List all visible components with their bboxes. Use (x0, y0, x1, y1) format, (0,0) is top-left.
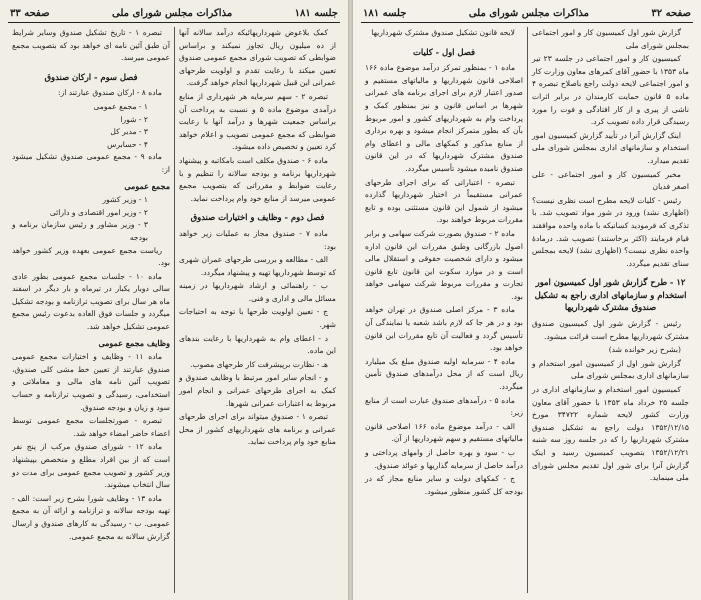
paragraph: الف - مطالعه و بررسی طرحهای عمران شهری که توسط شهرداریها تهیه و پیشنهاد میگردد. (179, 255, 336, 277)
paragraph: ماده ۳ - مرکز اصلی صندوق در تهران خواهد بود و در هر جا که لازم باشد شعبه یا نمایندگی آن تأسیس گردد و فعالیت آن تابع مقررات این قانون خواهد بود. (365, 305, 523, 353)
paragraph: تبصره ۱ - تاریخ تشکیل صندوق وسایر شرایط آن طبق آئین نامه ای خواهد بود که بتصویب مجمع عمومی میرسد. (12, 28, 170, 63)
paragraph: تبصره ۲ - سهم سرمایه هر شهرداری از منابع درآمدی موضوع ماده ۵ و نسبت به پرداخت آن براساس جمعیت شهرها و درآمد آنها با رعایت ضوابطی که مجمع عمومی تصویب و اعلام خواهد کرد تعیین و تخصیص داده میشود. (179, 91, 336, 152)
paragraph: کمک بلاعوض شهرداریهائیکه درآمد سالانه آنها از ده میلیون ریال تجاوز نمیکند و براساس ضوابطی که تصویب شورای مجمع عمومی صندوق تعیین میکند با رعایت تقدم و اولویت طرحهای عمرانی این قبیل شهرداریها انجام خواهد گرفت. (179, 28, 336, 88)
paragraph: هـ - نظارت برپیشرفت کار طرحهای مصوب. (190, 359, 328, 369)
paragraph: ماده ۷ - صندوق مجاز به عملیات زیر خواهد بود: (179, 228, 336, 251)
section-heading: مجمع عمومی (124, 180, 170, 191)
paragraph: گزارش شور اول از کمیسیون امور استخدام و سازمانهای اداری بمجلس شورای ملی (532, 358, 689, 381)
text-column (174, 27, 340, 593)
paragraph: ج - کمکهای دولت و سایر منابع مجاز که در بودجه کل کشور منظور میشود. (365, 474, 523, 496)
paragraph: رئیس - گزارش شور اول کمیسیون صندوق مشترک شهرداریها مطرح است قرائت میشود. (532, 319, 689, 341)
paragraph: مخبر کمیسیون کار و امور اجتماعی - علی اصغر فدیان (532, 169, 689, 192)
left-page (0, 0, 348, 600)
list-item: ۴ - حسابرس (107, 139, 148, 149)
paragraph: ماده ۸ - ارکان صندوق عبارتند از: (58, 88, 162, 98)
paragraph: تبصره - صورتجلسات مجمع عمومی توسط اعضاء حاضر امضاء خواهد شد. (12, 416, 170, 438)
paragraph: ماده ۶ - صندوق مکلف است بامکاتبه و پیشنهاد شهرداریها برنامه و بودجه سالانه را تنظیم و با رعایت ضوابط و مقرراتی که بتصویب مجمع عمومی میرسد از منابع خود وام پرداخت نماید. (179, 155, 336, 203)
section-heading: ۱۲ - طرح گزارش شور اول کمیسیون امور استخدام و سازمانهای اداری راجع به تشکیل صندوق مشترک شهرداریها (534, 277, 687, 313)
paragraph: ماده ۱۰ - جلسات مجمع عمومی بطور عادی سالی دوبار یکبار در تیرماه و بار دیگر در اسفند ماه هر سال برای تصویب ترازنامه و بودجه تشکیل میگردد و جلسات فوق العاده بدعوت رئیس مجمع عمومی تشکیل خواهد شد. (12, 271, 170, 332)
paragraph: ماده ۵ - درآمدهای صندوق عبارت است از منابع زیر: (365, 395, 523, 418)
list-item: ۳ - مدیر کل (110, 127, 148, 137)
list-item: ۱ - مجمع عمومی (93, 101, 148, 111)
paragraph: تبصره - اعتباراتی که برای اجرای طرحهای عمرانی مستقیماً در اختیار شهرداریها گذارده میشود از شمول این قانون مستثنی بوده و تابع مقررات مربوط خواهند بود. (365, 177, 523, 225)
text-column (361, 27, 527, 593)
paragraph: کمیسیون کار و امور اجتماعی در جلسه ۲۳ تیر ماه ۱۳۵۳ با حضور آقای کمرهای معاون وزارت کار و امور اجتماعی لایحه دولت راجع باصلاح تبصره ۴ ماده ۵ قانون حمایت کارمندان در برابر اثرات ناشی از پیری و از کار افتادگی و فوت را مورد رسیدگی قرار داده تصویب کرد. (532, 54, 690, 127)
page-header (8, 4, 340, 23)
paragraph: ج - تعیین اولویت طرحها با توجه به احتیاجات شهر. (179, 307, 336, 330)
paragraph: رئیس - کلیات لایحه مطرح است نظری نیست؟ (اظهاری نشد) ورود در شور مواد تصویب شد. با تذکری که فرمودید کسانیکه با ماده واحده موافقند قیام فرمایند (اکثر برخاستند) تصویب شد. درمادهٔ واحده نظری نیست؟ (اظهاری نشد) لایحه بمجلس سنای تقدیم میگردد. (532, 195, 689, 268)
text-columns (361, 27, 693, 593)
paragraph: و - انجام سایر امور مرتبط با وظایف صندوق و کمک به اجرای طرحهای عمرانی و انجام امور مربوط به اعتبارات عمرانی شهرها. (179, 373, 336, 408)
session-number: جلسه ۱۸۱ (363, 7, 407, 19)
paragraph: ب - سود و بهره حاصل از وامهای پرداختی و درآمد حاصل از سرمایه گذاریها و عوائد صندوق. (365, 448, 523, 470)
paragraph: گزارش شور اول کمیسیون کار و امور اجتماعی بمجلس شورای ملی (532, 28, 689, 50)
paragraph: ماده ۲ - صندوق بصورت شرکت سهامی و برابر اصول بازرگانی وطبق مقررات این قانون اداره میشود و دارای شخصیت حقوقی و استقلال مالی است و در موارد سکوت این قانون تابع قانون تجارت و مقررات مربوط شرکت سهامی خواهد بود. (365, 228, 523, 301)
section-heading: وظایف مجمع عمومی (98, 337, 170, 348)
paragraph: تبصره ۱ - صندوق میتواند برای اجرای طرحهای عمرانی و برنامه های شهرداریهای کشور از محل منابع خود وام پرداخت نماید. (179, 412, 336, 447)
page-number: صفحه ۳۲ (651, 7, 691, 19)
paragraph: ماده ۱ - بمنظور تمرکز درآمد موضوع ماده ۱۶۶ اصلاحی قانون شهرداریها و مالیاتهای مستقیم و صدور اعتبار لازم برای اجرای برنامه های عمرانی شهرها بر اساس قانون و نیز بمنظور کمک و پرداخت وام به شهرداریهای کشور و امور مربوط بآن که بطور متمرکز انجام میشود و بهره برداری از منابع مذکور و کمکهای مالی و اعطای وام صندوق مشترک شهرداریها که در این قانون صندوق نامیده میشود تأسیس میگردد. (365, 63, 523, 173)
list (12, 194, 170, 244)
list-item: ۳ - وزیر مشاور و رئیس سازمان برنامه و بودجه (12, 220, 148, 242)
session-number: جلسه ۱۸۱ (294, 7, 338, 19)
page-number: صفحه ۳۳ (10, 7, 50, 19)
right-page (353, 0, 701, 600)
text-column (8, 27, 174, 593)
section-heading: فصل سوم - ارکان صندوق (44, 71, 138, 82)
publication-title: مذاکرات مجلس شورای ملی (468, 7, 589, 19)
paragraph: ب - راهنمائی و ارشاد شهرداریها در زمینه مسائل مالی و اداری و فنی. (179, 281, 336, 303)
paragraph: الف - درآمد موضوع ماده ۱۶۶ اصلاحی قانون مالیاتهای مستقیم و سهم شهرداریها از آن. (365, 421, 523, 444)
paragraph: ماده ۹ - مجمع عمومی صندوق تشکیل میشود از: (12, 152, 170, 174)
list-item: ۱ - وزیر کشور (102, 195, 148, 205)
paragraph: ماده ۱۳ - وظایف شورا بشرح زیر است: الف - تهیه بودجه سالانه و ترازنامه و ارائه آن به مجمع عمومی. ب - رسیدگی به کارهای صندوق و ارسال گزارش سالانه به مجمع عمومی. (12, 493, 170, 541)
text-columns (8, 27, 340, 593)
list-item: ۲ - شورا (120, 114, 148, 124)
section-heading: فصل اول - کلیات (412, 46, 475, 57)
list-item: ۲ - وزیر امور اقتصادی و دارائی (49, 207, 148, 217)
page-header (361, 4, 693, 23)
paragraph: اینک گزارش آنرا در تأیید گزارش کمیسیون امور استخدام و سازمانهای اداری بمجلس شورای ملی تقدیم میدارد. (532, 130, 689, 165)
paragraph: کمیسیون امور استخدام و سازمانهای اداری در جلسه ۲۵ خرداد ماه ۱۳۵۳ با حضور آقای معاون وزارت کشور لایحه شماره ۳۴۷۲۲ مورخ ۱۳۵۲/۱۲/۱۵ دولت راجع به تشکیل صندوق مشترک شهرداریها را که در جلسه روز سه شنبه ۱۳۵۲/۱۲/۲۱ بتصویب کمیسیون رسید و اینک گزارش آنرا برای شور اول تقدیم مجلس شورای ملی مینماید. (532, 385, 690, 483)
paragraph: ماده ۱۲ - شورای صندوق مرکب از پنج نفر است که از بین افراد مطلع و متخصص بپیشنهاد وزیر کشور و تصویب مجمع عمومی برای مدت دو سال انتخاب میشوند. (12, 442, 170, 490)
list (12, 101, 170, 151)
text-column (527, 27, 693, 593)
publication-title: مذاکرات مجلس شورای ملی (112, 7, 233, 19)
paragraph: ماده ۴ - سرمایه اولیه صندوق مبلغ یک میلیارد ریال است که از محل درآمدهای صندوق تأمین میگردد. (365, 356, 523, 392)
section-heading: فصل دوم - وظایف و اختیارات صندوق (190, 212, 325, 223)
paragraph: ریاست مجمع عمومی بعهده وزیر کشور خواهد بود. (12, 245, 170, 268)
paragraph: لایحه قانون تشکیل صندوق مشترک شهرداریها (371, 28, 515, 37)
paragraph: ماده ۱۱ - وظایف و اختیارات مجمع عمومی صندوق عبارتند از تعیین خط مشی کلی صندوق، تصویب آئین نامه های مالی و معاملاتی و استخدامی، رسیدگی و تصویب ترازنامه و حساب سود و زیان و بودجه صندوق. (12, 352, 170, 412)
paragraph: د - اعطای وام به شهرداریها با رعایت بندهای این ماده. (179, 333, 336, 356)
paragraph: (بشرح زیر خوانده شد) (608, 345, 681, 355)
